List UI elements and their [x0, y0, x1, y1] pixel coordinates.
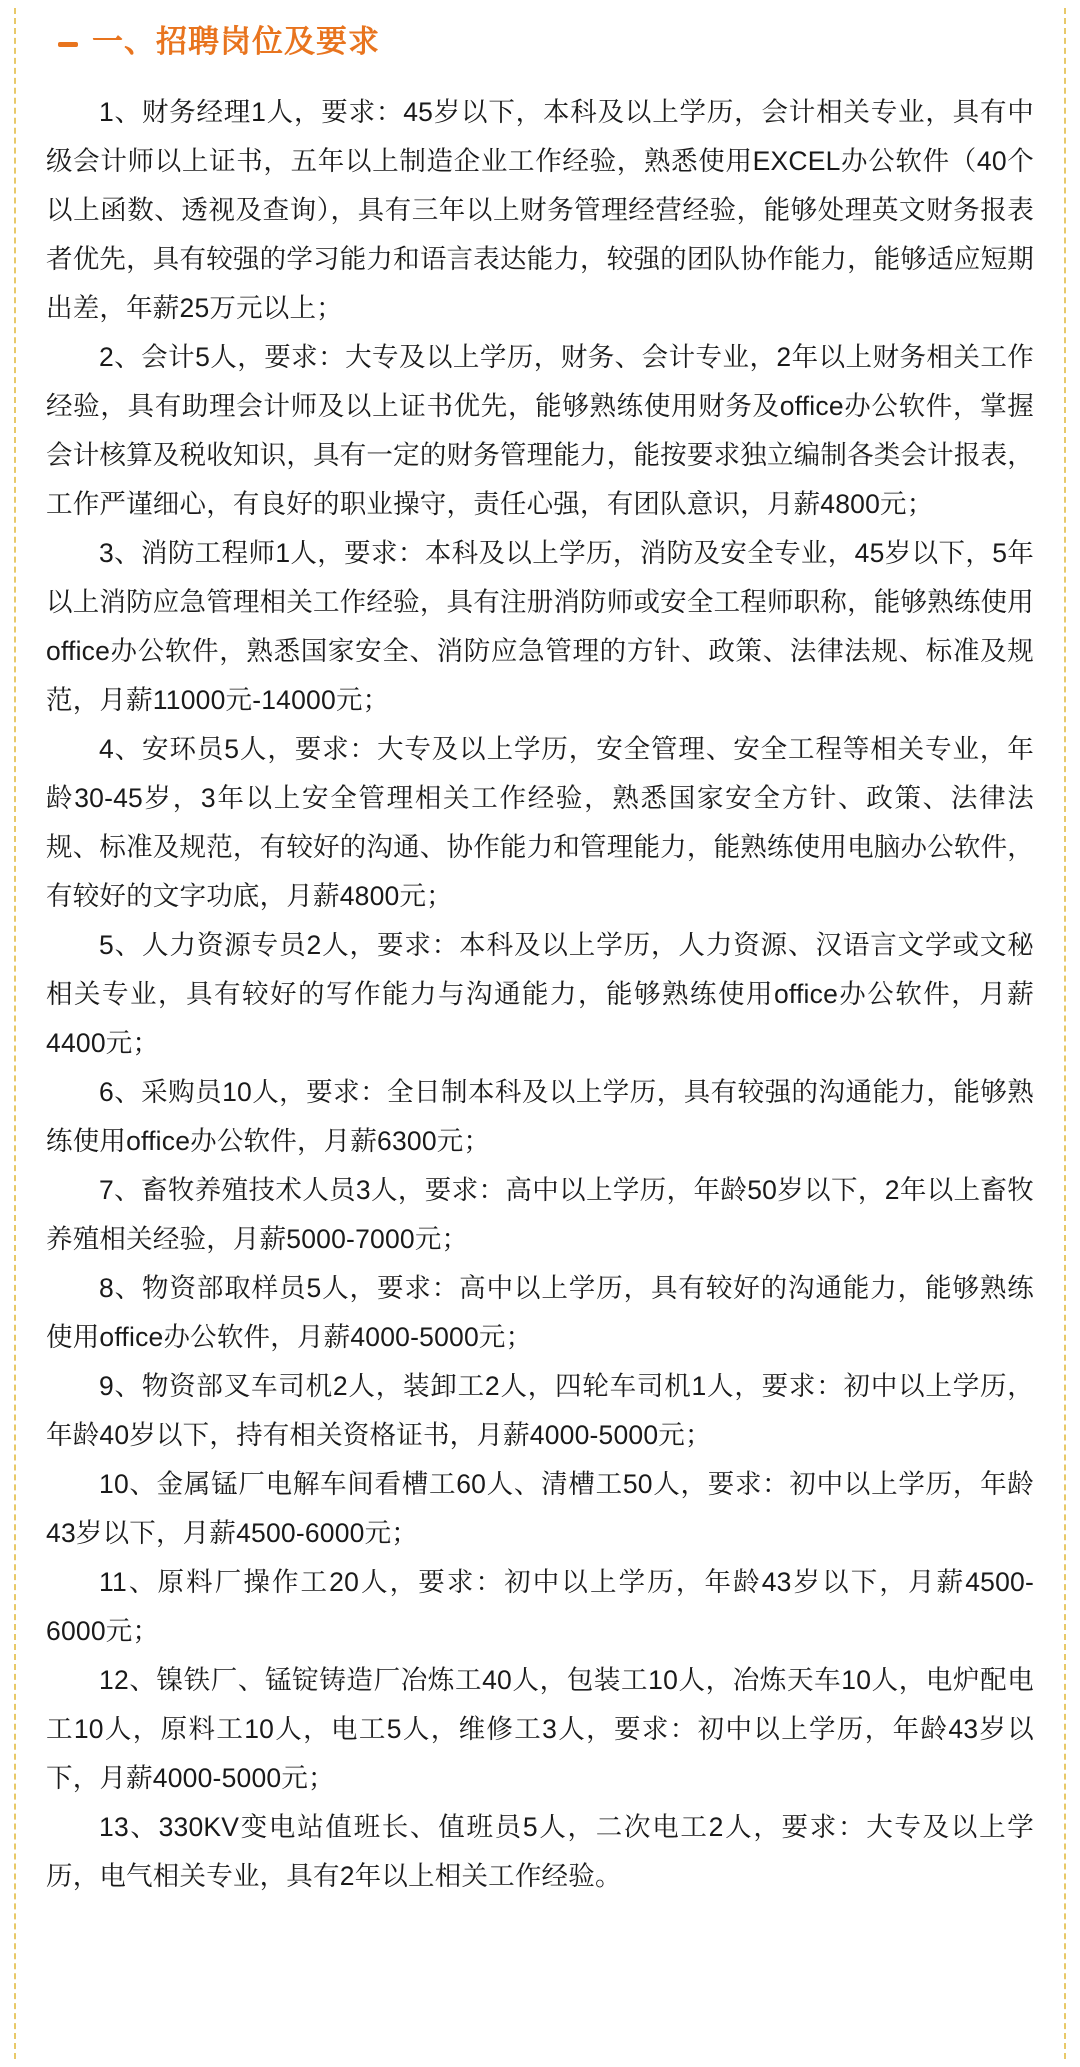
job-item-paragraph: 10、金属锰厂电解车间看槽工60人、清槽工50人，要求：初中以上学历，年龄43岁以下，月薪4500-6000元；	[46, 1469, 1034, 1549]
job-item-paragraph: 7、畜牧养殖技术人员3人，要求：高中以上学历，年龄50岁以下，2年以上畜牧养殖相关经验，月薪5000-7000元；	[46, 1175, 1034, 1255]
job-item-paragraph: 9、物资部叉车司机2人，装卸工2人，四轮车司机1人，要求：初中以上学历，年龄40岁以下，持有相关资格证书，月薪4000-5000元；	[46, 1371, 1034, 1451]
job-item-paragraph: 6、采购员10人，要求：全日制本科及以上学历，具有较强的沟通能力，能够熟练使用office办公软件，月薪6300元；	[46, 1077, 1034, 1157]
job-item-paragraph: 2、会计5人，要求：大专及以上学历，财务、会计专业，2年以上财务相关工作经验，具有助理会计师及以上证书优先，能够熟练使用财务及office办公软件，掌握会计核算及税收知识，具有一定的财务管理能力，能按要求独立编制各类会计报表，工作严谨细心，有良好的职业操守，责任心强，有团队意识，月薪4800元；	[46, 342, 1034, 520]
job-item-paragraph: 8、物资部取样员5人，要求：高中以上学历，具有较好的沟通能力，能够熟练使用office办公软件，月薪4000-5000元；	[46, 1273, 1034, 1353]
job-item-paragraph: 13、330KV变电站值班长、值班员5人，二次电工2人，要求：大专及以上学历，电气相关专业，具有2年以上相关工作经验。	[46, 1812, 1034, 1892]
job-item-paragraph: 12、镍铁厂、锰锭铸造厂冶炼工40人，包装工10人，冶炼天车10人，电炉配电工10人，原料工10人，电工5人，维修工3人，要求：初中以上学历，年龄43岁以下，月薪4000-5000元；	[46, 1665, 1034, 1794]
job-item-paragraph: 3、消防工程师1人，要求：本科及以上学历，消防及安全专业，45岁以下，5年以上消防应急管理相关工作经验，具有注册消防师或安全工程师职称，能够熟练使用office办公软件，熟悉国家安全、消防应急管理的方针、政策、法律法规、标准及规范，月薪11000元-14000元；	[46, 538, 1034, 716]
heading-accent-bar	[58, 42, 78, 47]
section-heading	[58, 22, 1034, 62]
job-item-paragraph: 5、人力资源专员2人，要求：本科及以上学历，人力资源、汉语言文学或文秘相关专业，具有较好的写作能力与沟通能力，能够熟练使用office办公软件，月薪4400元；	[46, 930, 1034, 1059]
section-title-text: 一、招聘岗位及要求	[92, 24, 380, 59]
job-item-paragraph: 11、原料厂操作工20人，要求：初中以上学历，年龄43岁以下，月薪4500-6000元；	[46, 1567, 1034, 1647]
job-item-paragraph: 4、安环员5人，要求：大专及以上学历，安全管理、安全工程等相关专业，年龄30-45岁，3年以上安全管理相关工作经验，熟悉国家安全方针、政策、法律法规、标准及规范，有较好的沟通、协作能力和管理能力，能熟练使用电脑办公软件，有较好的文字功底，月薪4800元；	[46, 734, 1034, 912]
job-item-paragraph: 1、财务经理1人，要求：45岁以下，本科及以上学历，会计相关专业，具有中级会计师以上证书，五年以上制造企业工作经验，熟悉使用EXCEL办公软件（40个以上函数、透视及查询），具有三年以上财务管理经营经验，能够处理英文财务报表者优先，具有较强的学习能力和语言表达能力，较强的团队协作能力，能够适应短期出差，年薪25万元以上；	[46, 97, 1034, 324]
